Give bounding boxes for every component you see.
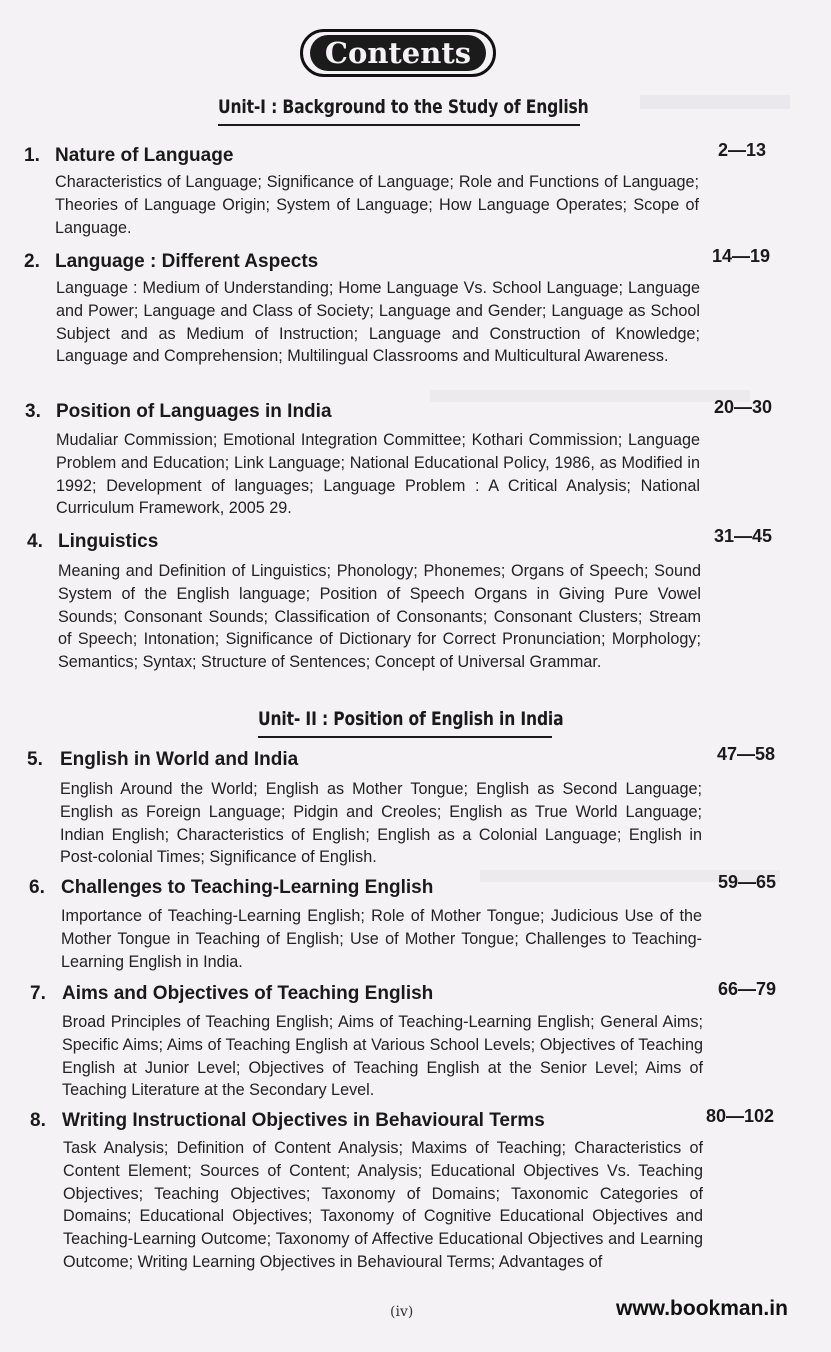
contents-title: Contents	[310, 35, 486, 71]
entry-pages: 59—65	[718, 872, 777, 892]
entry-number: 7.	[30, 983, 46, 1004]
entry-title: Challenges to Teaching-Learning English	[61, 877, 434, 898]
entry-number: 5.	[27, 749, 43, 770]
entry-description: Broad Principles of Teaching English; Aims of Teaching-Learning English; General Aims; Specific Aims; Aims of Teaching English at Various School Levels; Objectives of Teaching English at Junior Level; Objectives of Teaching English at the Senior Level; Aims of Teaching Literature at the Secondary Level.	[62, 1013, 703, 1100]
unit-2-underline	[258, 736, 552, 738]
entry-description: Task Analysis; Definition of Content Analysis; Maxims of Teaching; Characteristics of Content Element; Sources of Content; Analysis; Educational Objectives Vs. Teaching Objectives; Teaching Objectives; Taxonomy of Domains; Taxonomic Categories of Domains; Educational Objectives; Taxonomy of Cognitive Educational Objectives and Teaching-Learning Outcome; Taxonomy of Affective Educational Objectives and Learning Outcome; Writing Learning Objectives in Behavioural Terms; Advantages of	[63, 1139, 703, 1271]
entry-number: 4.	[27, 531, 43, 552]
unit-2-heading: Unit- II : Position of English in India	[258, 708, 564, 730]
entry-description: Characteristics of Language; Significance of Language; Role and Functions of Language; Theories of Language Origin; System of Language; How Language Operates; Scope of Language.	[55, 173, 699, 237]
entry-number: 1.	[24, 145, 40, 166]
unit-1-underline	[218, 124, 580, 126]
entry-title: Linguistics	[58, 531, 159, 552]
entry-title: Aims and Objectives of Teaching English	[62, 983, 434, 1004]
entry-description: Language : Medium of Understanding; Home Language Vs. School Language; Language and Power; Language and Class of Society; Language and Gender; Language as School Subject and as Medium of Instruction; Language and Construction of Knowledge; Language and Comprehension; Multilingual Classrooms and Multicultural Awareness.	[56, 279, 700, 366]
entry-pages: 80—102	[706, 1106, 775, 1126]
entry-number: 8.	[30, 1110, 46, 1131]
entry-title: Writing Instructional Objectives in Behavioural Terms	[62, 1110, 545, 1131]
entry-description: Mudaliar Commission; Emotional Integration Committee; Kothari Commission; Language Problem and Education; Link Language; National Educational Policy, 1986, as Modified in 1992; Development of languages; Language Problem : A Critical Analysis; National Curriculum Framework, 2005 29.	[56, 431, 700, 518]
entry-pages: 47—58	[717, 744, 776, 764]
entry-title: Nature of Language	[55, 145, 234, 166]
entry-pages: 14—19	[712, 246, 771, 266]
contents-header-badge	[300, 29, 496, 77]
entry-number: 3.	[25, 401, 41, 422]
entry-title: Language : Different Aspects	[55, 251, 319, 272]
entry-description: English Around the World; English as Mother Tongue; English as Second Language; English as Foreign Language; Pidgin and Creoles; English as True World Language; Indian English; Characteristics of English; English as a Colonial Language; English in Post-colonial Times; Significance of English.	[60, 780, 702, 867]
entry-pages: 31—45	[714, 526, 773, 546]
entry-description: Meaning and Definition of Linguistics; Phonology; Phonemes; Organs of Speech; Sound System of the English language; Position of Speech Organs in Giving Pure Vowel Sounds; Consonant Sounds; Classification of Consonants; Consonant Clusters; Stream of Speech; Intonation; Significance of Dictionary for Correct Pronunciation; Morphology; Semantics; Syntax; Structure of Sentences; Concept of Universal Grammar.	[58, 562, 701, 672]
entry-title: English in World and India	[60, 749, 299, 770]
page-number: (iv)	[390, 1304, 414, 1320]
entry-pages: 2—13	[718, 140, 767, 160]
entry-pages: 20—30	[714, 397, 773, 417]
entry-pages: 66—79	[718, 979, 777, 999]
unit-1-heading: Unit-I : Background to the Study of English	[218, 96, 589, 118]
entry-title: Position of Languages in India	[56, 401, 332, 422]
entry-number: 6.	[29, 877, 45, 898]
entry-description: Importance of Teaching-Learning English; Role of Mother Tongue; Judicious Use of the Mother Tongue in Teaching of English; Use of Mother Tongue; Challenges to Teaching-Learning English in India.	[61, 907, 702, 971]
entry-number: 2.	[24, 251, 40, 272]
website-watermark: www.bookman.in	[616, 1297, 788, 1320]
